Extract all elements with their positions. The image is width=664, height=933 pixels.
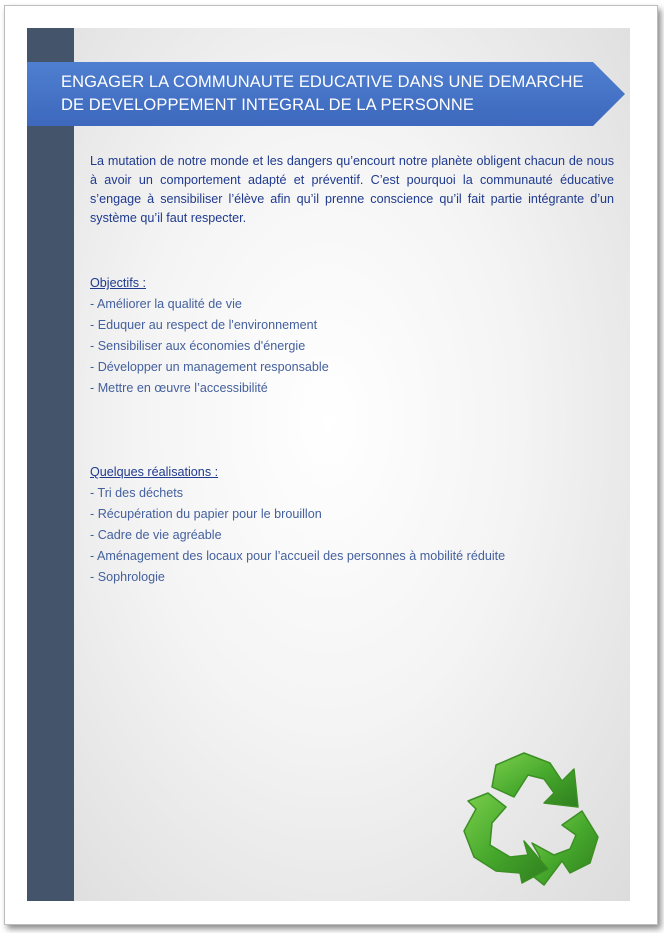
list-item: - Cadre de vie agréable xyxy=(90,528,222,542)
list-item: - Développer un management responsable xyxy=(90,360,329,374)
objectives-section xyxy=(90,273,329,399)
list-item: - Tri des déchets xyxy=(90,486,184,500)
recycle-icon xyxy=(458,745,603,890)
page-title xyxy=(61,71,601,117)
list-item: - Récupération du papier pour le brouillon xyxy=(90,507,322,521)
objectives-title: Objectifs : xyxy=(90,276,146,290)
title-line-2: DE DEVELOPPEMENT INTEGRAL DE LA PERSONNE xyxy=(61,96,474,114)
list-item: - Sophrologie xyxy=(90,570,165,584)
list-item: - Améliorer la qualité de vie xyxy=(90,297,242,311)
objectives-list xyxy=(90,294,329,399)
title-banner xyxy=(27,62,625,126)
realisations-title: Quelques réalisations : xyxy=(90,465,219,479)
list-item: - Mettre en œuvre l’accessibilité xyxy=(90,381,268,395)
main-content xyxy=(90,152,614,584)
sidebar-stripe xyxy=(27,28,74,901)
realisations-section xyxy=(90,462,505,588)
title-line-1: ENGAGER LA COMMUNAUTE EDUCATIVE DANS UNE DEMARCHE xyxy=(61,73,584,91)
list-item: - Aménagement des locaux pour l’accueil des personnes à mobilité réduite xyxy=(90,549,506,563)
intro-paragraph: La mutation de notre monde et les dangers qu’encourt notre planète obligent chacun de nous à avoir un comportement adapté et préventif. C’est pourquoi la communauté éducative s’engage à sensibiliser l’élève afin qu’il prenne conscience qu’il fait partie intégrante d’un système qu’il faut respecter. xyxy=(90,154,614,225)
list-item: - Eduquer au respect de l'environnement xyxy=(90,318,318,332)
list-item: - Sensibiliser aux économies d'énergie xyxy=(90,339,306,353)
realisations-list xyxy=(90,483,505,588)
